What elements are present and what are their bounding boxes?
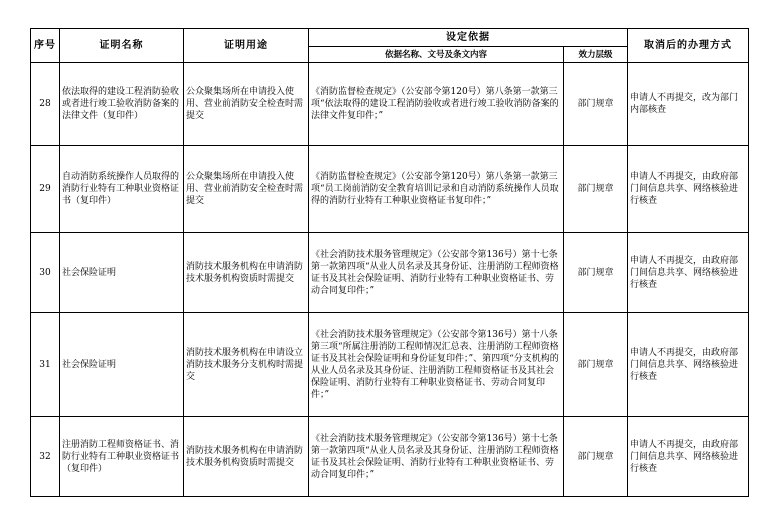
certificate-purpose: 公众聚集场所在申请投入使用、营业前消防安全检查时需提交 <box>184 146 309 233</box>
handling-after-cancel: 申请人不再提交，由政府部门间信息共享、网络核验进行核查 <box>628 146 749 233</box>
certificate-purpose: 公众聚集场所在申请投入使用、营业前消防安全检查时需提交 <box>184 63 309 146</box>
header-seq: 序号 <box>31 29 60 63</box>
row-number: 28 <box>31 63 60 146</box>
row-number: 31 <box>31 313 60 417</box>
row-number: 29 <box>31 146 60 233</box>
header-level: 效力层级 <box>564 47 628 63</box>
table-row <box>31 63 749 146</box>
certificate-purpose: 消防技术服务机构在申请消防技术服务机构资质时需提交 <box>184 233 309 313</box>
certificate-name: 注册消防工程师资格证书、消防行业特有工种职业资格证书（复印件） <box>60 417 184 497</box>
handling-after-cancel: 申请人不再提交，改为部门内部核查 <box>628 63 749 146</box>
handling-after-cancel: 申请人不再提交，由政府部门间信息共享、网络核验进行核查 <box>628 313 749 417</box>
row-number: 32 <box>31 417 60 497</box>
legal-basis: 《消防监督检查规定》（公安部令第120号）第八条第一款第三项“员工岗前消防安全教育培训记录和自动消防系统操作人员取得的消防行业特有工种职业资格证书复印件；” <box>309 146 564 233</box>
certificate-purpose: 消防技术服务机构在申请消防技术服务机构资质时需提交 <box>184 417 309 497</box>
table-row <box>31 233 749 313</box>
table-row <box>31 417 749 497</box>
legal-basis: 《社会消防技术服务管理规定》（公安部令第136号）第十八条第三项“所属注册消防工程师情况汇总表、注册消防工程师资格证书及其社会保险证明和身份证复印件；”、第四项“分支机构的从业人员名录及其身份证、注册消防工程师资格证书及其社会保险证明、消防行业特有工种职业资格证书、劳动合同复印件；” <box>309 313 564 417</box>
certificate-name: 自动消防系统操作人员取得的消防行业特有工种职业资格证书（复印件） <box>60 146 184 233</box>
certificate-name: 社会保险证明 <box>60 233 184 313</box>
handling-after-cancel: 申请人不再提交，由政府部门间信息共享、网络核验进行核查 <box>628 417 749 497</box>
header-name: 证明名称 <box>60 29 184 63</box>
certificate-table <box>30 28 749 497</box>
header-basis: 设定依据 <box>309 29 628 47</box>
table-row <box>31 313 749 417</box>
table-row <box>31 146 749 233</box>
certificate-name: 依法取得的建设工程消防验收或者进行竣工验收消防备案的法律文件（复印件） <box>60 63 184 146</box>
legal-basis: 《社会消防技术服务管理规定》（公安部令第136号）第十七条第一款第四项“从业人员名录及其身份证、注册消防工程师资格证书及其社会保险证明、消防行业特有工种职业资格证书、劳动合同复印件；” <box>309 417 564 497</box>
effect-level: 部门规章 <box>564 417 628 497</box>
handling-after-cancel: 申请人不再提交，由政府部门间信息共享、网络核验进行核查 <box>628 233 749 313</box>
effect-level: 部门规章 <box>564 313 628 417</box>
legal-basis: 《社会消防技术服务管理规定》（公安部令第136号）第十七条第一款第四项“从业人员名录及其身份证、注册消防工程师资格证书及其社会保险证明、消防行业特有工种职业资格证书、劳动合同复印件；” <box>309 233 564 313</box>
header-after: 取消后的办理方式 <box>628 29 749 63</box>
certificate-purpose: 消防技术服务机构在申请设立消防技术服务分支机构时需提交 <box>184 313 309 417</box>
certificate-table-page <box>30 28 748 497</box>
header-purpose: 证明用途 <box>184 29 309 63</box>
header-basis-text: 依据名称、文号及条文内容 <box>309 47 564 63</box>
effect-level: 部门规章 <box>564 63 628 146</box>
legal-basis: 《消防监督检查规定》（公安部令第120号）第八条第一款第三项“依法取得的建设工程消防验收或者进行竣工验收消防备案的法律文件复印件；” <box>309 63 564 146</box>
effect-level: 部门规章 <box>564 146 628 233</box>
effect-level: 部门规章 <box>564 233 628 313</box>
certificate-name: 社会保险证明 <box>60 313 184 417</box>
row-number: 30 <box>31 233 60 313</box>
